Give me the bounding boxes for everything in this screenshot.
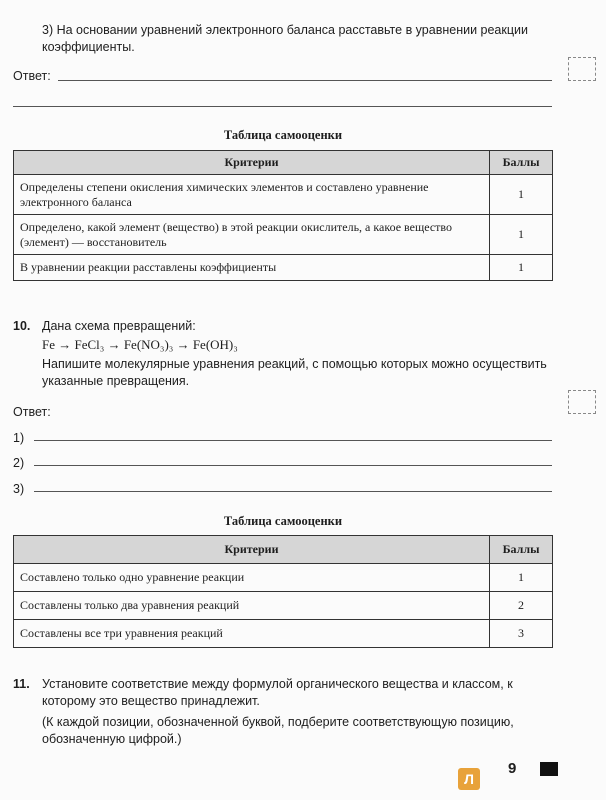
table2-title: Таблица самооценки bbox=[223, 514, 343, 528]
conversion-scheme: Fe → FeCl₃ → Fe(NO₃)₃ → Fe(OH)₃ bbox=[42, 337, 238, 352]
task11-number: 11. bbox=[13, 677, 30, 691]
task10-number: 10. bbox=[13, 319, 31, 333]
task11-note: (К каждой позиции, обозначенной буквой, подберите соответствующую позицию, обозначенную цифрой.) bbox=[42, 715, 514, 746]
answer-line-label-2: 2) bbox=[13, 456, 25, 470]
task3-text: 3) На основании уравнений электронного баланса расставьте в уравнении реакции коэффициенты. bbox=[42, 23, 528, 54]
answer-line[interactable] bbox=[34, 465, 552, 466]
score-box[interactable] bbox=[568, 57, 596, 81]
table-row: В уравнении реакции расставлены коэффициенты bbox=[14, 255, 490, 281]
points-cell: 1 bbox=[490, 215, 553, 255]
points-cell: 1 bbox=[490, 175, 553, 215]
table-row: Составлены все три уравнения реакций bbox=[14, 620, 490, 648]
col-points: Баллы bbox=[490, 151, 553, 175]
points-cell: 1 bbox=[490, 255, 553, 281]
score-box[interactable] bbox=[568, 390, 596, 414]
task3-answer-label: Ответ: bbox=[13, 69, 51, 83]
task10-answer-label: Ответ: bbox=[13, 405, 51, 419]
task10-intro: Дана схема превращений: bbox=[42, 319, 196, 333]
answer-line[interactable] bbox=[13, 106, 552, 107]
col-points: Баллы bbox=[490, 536, 553, 564]
points-cell: 2 bbox=[490, 592, 553, 620]
page-number: 9 bbox=[508, 760, 517, 777]
table-row: Определены степени окисления химических элементов и составлено уравнение электронного баланса bbox=[14, 175, 490, 215]
page-marker-icon bbox=[540, 762, 558, 776]
answer-line[interactable] bbox=[58, 80, 552, 81]
answer-line-label-3: 3) bbox=[13, 482, 25, 496]
col-criteria: Критерии bbox=[14, 151, 490, 175]
table1-title: Таблица самооценки bbox=[223, 128, 343, 142]
self-assessment-table-1 bbox=[13, 150, 553, 281]
task11-text: Установите соответствие между формулой органического вещества и классом, к которому это вещество принадлежит. bbox=[42, 677, 513, 708]
table-row: Определено, какой элемент (вещество) в этой реакции окислитель, а какое вещество (элемент) — восстановитель bbox=[14, 215, 490, 255]
self-assessment-table-2 bbox=[13, 535, 553, 648]
answer-line[interactable] bbox=[34, 440, 552, 441]
points-cell: 1 bbox=[490, 564, 553, 592]
col-criteria: Критерии bbox=[14, 536, 490, 564]
table-row: Составлено только одно уравнение реакции bbox=[14, 564, 490, 592]
answer-line-label-1: 1) bbox=[13, 431, 25, 445]
points-cell: 3 bbox=[490, 620, 553, 648]
answer-line[interactable] bbox=[34, 491, 552, 492]
watermark-logo-icon: Л bbox=[458, 768, 480, 790]
table-row: Составлены только два уравнения реакций bbox=[14, 592, 490, 620]
task10-instruction: Напишите молекулярные уравнения реакций, с помощью которых можно осуществить указанные превращения. bbox=[42, 357, 547, 388]
